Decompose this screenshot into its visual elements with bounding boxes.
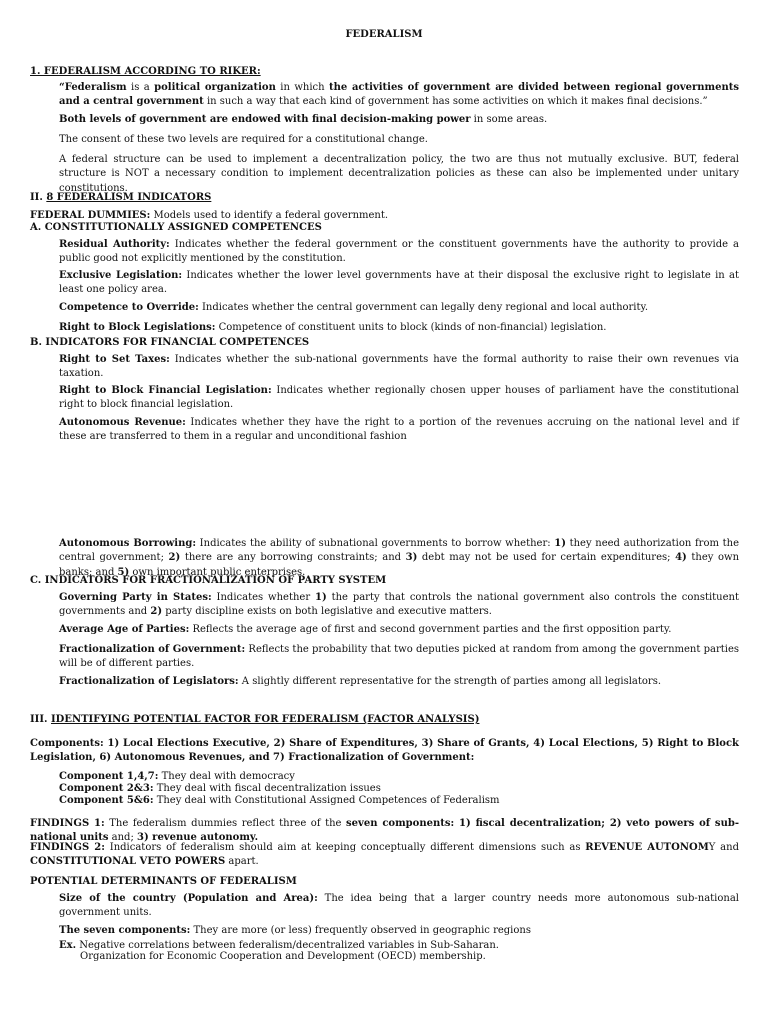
item-text: A slightly different representative for the strength of parties among all legislators. [238, 676, 662, 687]
item-text: Reflects the probability that two deputies picked at random from among the government parties will be of different parties. [59, 644, 739, 670]
section-2-prefix: II. [30, 192, 47, 203]
findings-text: Y and [708, 842, 739, 853]
list-item [59, 416, 739, 445]
item-bold-lead: Fractionalization of Government: [59, 644, 246, 655]
item-bold-lead: Competence to Override: [59, 302, 199, 313]
findings-text: Indicators of federalism should aim at keeping conceptually different dimensions such as [104, 842, 586, 853]
section-3-prefix: III. [30, 714, 51, 725]
item-number: 2) [150, 606, 163, 618]
list-item [59, 301, 739, 315]
item-text: They are more (or less) frequently observed in geographic regions [190, 925, 531, 936]
example-line-2: Organization for Economic Cooperation and Development (OECD) membership. [80, 951, 486, 962]
item-text: they need authorization from the central government; [59, 538, 739, 564]
component-text: They deal with fiscal decentralization issues [153, 783, 381, 794]
section-2-heading [30, 191, 739, 205]
item-text: there are any borrowing constraints; and [180, 552, 406, 564]
item-text: party discipline exists on both legislative and executive matters. [162, 606, 492, 618]
item-bold-lead: Autonomous Borrowing: [59, 538, 197, 549]
item-number: 4) [675, 552, 687, 564]
item-bold-lead: Size of the country (Population and Area): [59, 893, 318, 904]
federal-dummies-text: Models used to identify a federal government. [150, 210, 389, 221]
item-number: 3) [405, 552, 418, 564]
term-political-organization: political organization [154, 82, 276, 93]
component-item [59, 794, 739, 808]
item-text: the party that controls the national government also controls the constituent governments and [59, 592, 739, 618]
item-bold-lead: Right to Set Taxes: [59, 354, 170, 365]
findings-text: and; [108, 832, 137, 844]
section-3-heading-text: IDENTIFYING POTENTIAL FACTOR FOR FEDERALISM (FACTOR ANALYSIS) [51, 714, 480, 725]
text-fragment: is a [126, 82, 155, 93]
component-label: Component 1,4,7: [59, 771, 159, 782]
example-label: Ex. [59, 940, 77, 951]
component-label: Component 2&3: [59, 783, 154, 794]
item-text: own important public enterprises. [129, 566, 306, 578]
item-text: Competence of constituent units to block (kinds of non-financial) legislation. [215, 322, 607, 333]
subsection-c-heading: C. INDICATORS FOR FRACTIONALIZATION OF PARTY SYSTEM [30, 575, 387, 586]
section-3-heading [30, 713, 739, 727]
item-text: Indicates whether the federal government or the constituent governments have the authority to provide a public good not explicitly mentioned by the constitution. [59, 239, 739, 265]
item-text: Indicates whether the lower level governments have at their disposal the exclusive right to legislate in at least one policy area. [59, 270, 740, 296]
list-item [59, 591, 739, 620]
text-fragment: in such a way that each kind of government has some activities on which it makes final decisions.” [203, 96, 708, 108]
item-text: Indicates whether they have the right to a portion of the revenues accruing on the national level and if these are transferred to them in a regular and unconditional fashion [59, 417, 739, 443]
list-item [59, 113, 739, 127]
components-line: Components: 1) Local Elections Executive, 2) Share of Expenditures, 3) Share of Grants, 4) Local Elections, 5) Right to Block Legislation, 6) Autonomous Revenues, and 7) Fractionalization of Government: [30, 738, 739, 764]
item-bold-lead: Residual Authority: [59, 239, 170, 250]
item-number: 1) [554, 538, 566, 549]
term-federalism: Federalism [64, 82, 127, 93]
item-number: 1) [314, 592, 327, 603]
findings-label: FINDINGS 1: [30, 818, 105, 829]
item-bold-lead: Both levels of government are endowed with final decision-making power [59, 114, 471, 125]
item-bold-lead: Autonomous Revenue: [59, 417, 186, 428]
component-text: They deal with Constitutional Assigned Competences of Federalism [153, 795, 500, 806]
item-text: The consent of these two levels are required for a constitutional change. [59, 134, 428, 145]
item-text: Indicates the ability of subnational governments to borrow whether: [196, 538, 555, 549]
item-text: they own banks; and [59, 552, 740, 578]
page-title: FEDERALISM [345, 29, 423, 40]
list-item [59, 675, 739, 689]
findings-text: The federalism dummies reflect three of the [104, 818, 347, 829]
section-2-heading-text: 8 FEDERALISM INDICATORS [46, 192, 212, 203]
findings-bold: CONSTITUTIONAL VETO POWERS [30, 856, 226, 868]
example-text: Negative correlations between federalism/decentralized variables in Sub-Saharan. [76, 940, 499, 951]
item-number: 2) [168, 552, 181, 564]
findings-label: FINDINGS 2: [30, 842, 105, 853]
item-bold-lead: Governing Party in States: [59, 592, 212, 603]
section-1-heading [30, 65, 739, 79]
item-text: Indicates whether the sub-national governments have the formal authority to raise their own revenues via taxation. [59, 354, 739, 380]
findings-text: apart. [225, 856, 259, 868]
item-text: The idea being that a larger country needs more autonomous sub-national government units. [59, 893, 739, 919]
list-item [59, 81, 739, 110]
item-bold-lead: Fractionalization of Legislators: [59, 676, 239, 687]
item-text: Indicates whether regionally chosen upper houses of parliament have the constitutional right to block financial legislation. [59, 385, 739, 411]
item-bold-lead: Right to Block Financial Legislation: [59, 385, 272, 396]
findings-bold: 3) revenue autonomy. [137, 832, 259, 844]
list-item [59, 153, 739, 196]
list-item [59, 238, 739, 267]
list-item [59, 623, 739, 637]
findings-2 [30, 841, 739, 870]
list-item [59, 269, 739, 298]
item-text: in some areas. [470, 114, 548, 125]
section-1-heading-text: 1. FEDERALISM ACCORDING TO RIKER: [30, 66, 261, 77]
list-item [59, 321, 739, 335]
component-label: Component 5&6: [59, 795, 154, 806]
item-text: Reflects the average age of first and second government parties and the first opposition party. [189, 624, 672, 635]
subsection-a-heading: A. CONSTITUTIONALLY ASSIGNED COMPETENCES [30, 222, 322, 233]
federal-dummies-label: FEDERAL DUMMIES: [30, 210, 151, 221]
item-text: Indicates whether the central government can legally deny regional and local authority. [198, 302, 649, 313]
findings-bold: seven components: 1) fiscal decentralization; 2) veto powers of sub-national units [30, 818, 739, 844]
text-fragment: in which [275, 82, 329, 93]
list-item [59, 133, 739, 147]
item-bold-lead: The seven components: [59, 925, 191, 936]
determinants-heading: POTENTIAL DETERMINANTS OF FEDERALISM [30, 876, 297, 887]
item-text: debt may not be used for certain expenditures; [417, 552, 676, 564]
list-item [59, 643, 739, 672]
item-bold-lead: Average Age of Parties: [59, 624, 190, 635]
subsection-b-heading: B. INDICATORS FOR FINANCIAL COMPETENCES [30, 337, 310, 348]
quote-mark: “ [59, 82, 65, 93]
list-item [59, 924, 739, 938]
term-activities-divided: the activities of government are divided between regional governments and a central government [59, 82, 740, 108]
list-item [59, 892, 739, 921]
component-text: They deal with democracy [158, 771, 295, 782]
item-bold-lead: Exclusive Legislation: [59, 270, 183, 281]
item-text: Indicates whether [211, 592, 315, 603]
item-number: 5) [117, 566, 130, 578]
findings-bold: REVENUE AUTONOM [585, 842, 709, 853]
list-item [59, 384, 739, 413]
list-item [59, 353, 739, 382]
item-bold-lead: Right to Block Legislations: [59, 322, 216, 333]
item-text: A federal structure can be used to implement a decentralization policy, the two are thus not mutually exclusive. BUT, federal structure is NOT a necessary condition to implement decentralization policies as these can also be implemented under unitary constitutions. [59, 154, 739, 194]
